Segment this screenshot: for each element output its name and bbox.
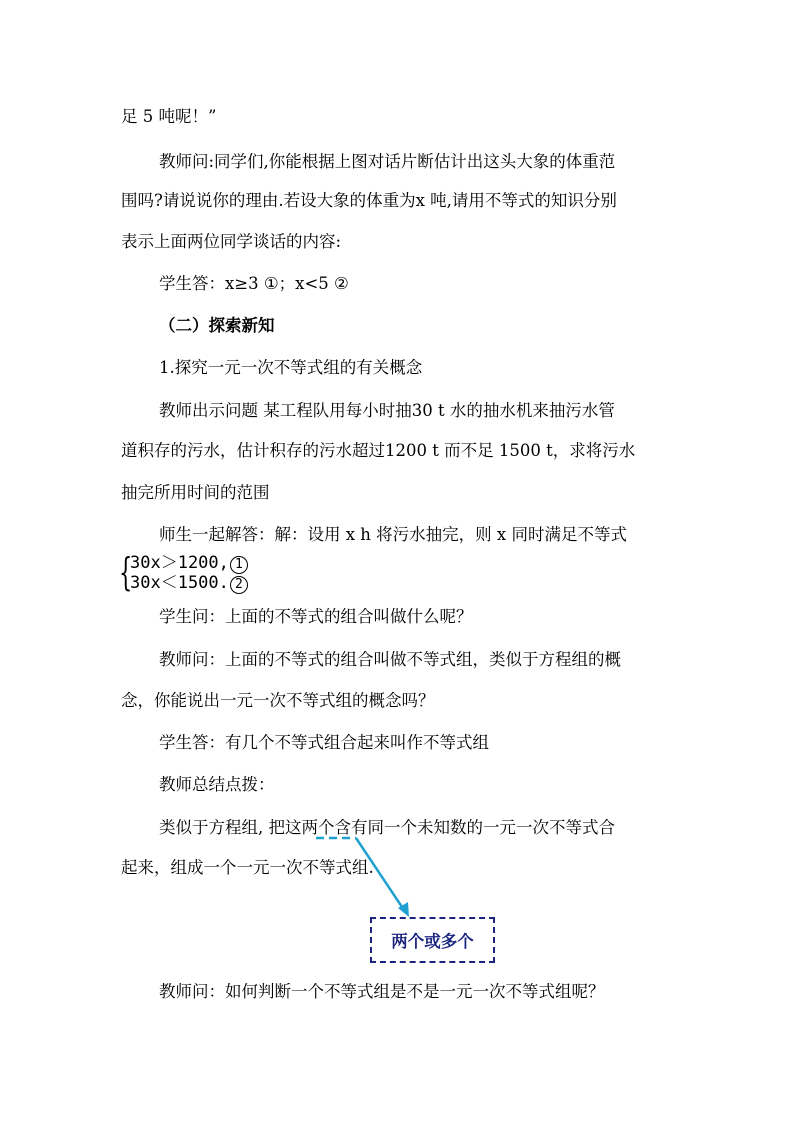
text-line: 起来，组成一个一元一次不等式组.	[121, 858, 374, 877]
arrow-line	[356, 838, 404, 910]
text-line: 师生一起解答：解：设用 x h 将污水抽完，则 x 同时满足不等式	[159, 525, 627, 544]
text-line: 足 5 吨呢！”	[121, 107, 217, 126]
inequality-1: 30x＞1200, 1	[130, 553, 248, 574]
text-line: 教师问:同学们,你能根据上图对话片断估计出这头大象的体重范	[159, 152, 616, 171]
callout-box	[370, 917, 495, 963]
text-line: 道积存的污水，估计积存的污水超过1200 t 而不足 1500 t，求将污水	[121, 441, 636, 460]
text-line: 表示上面两位同学谈话的内容:	[121, 232, 342, 251]
section-heading: （二）探索新知	[159, 316, 275, 335]
text-line: 教师出示问题 某工程队用每小时抽30 t 水的抽水机来抽污水管	[159, 401, 615, 420]
text-line: 抽完所用时间的范围	[121, 483, 270, 502]
inequality-2: 30x＜1500. 2	[130, 573, 248, 594]
callout-text: 两个或多个	[391, 932, 474, 951]
text-line: 念，你能说出一元一次不等式组的概念吗？	[121, 691, 435, 710]
subsection-heading: 1.探究一元一次不等式组的有关概念	[159, 358, 423, 377]
text-line: 教师问：上面的不等式的组合叫做不等式组，类似于方程组的概	[159, 650, 621, 669]
circled-number: 1	[230, 556, 248, 574]
text-line: 围吗?请说说你的理由.若设大象的体重为x 吨,请用不等式的知识分别	[121, 191, 617, 210]
text-line: 学生问：上面的不等式的组合叫做什么呢？	[159, 607, 473, 626]
system-brace: {	[119, 550, 133, 594]
text-line: 学生答：有几个不等式组合起来叫作不等式组	[159, 733, 489, 752]
text-line: 类似于方程组, 把这两个含有同一个未知数的一元一次不等式合	[159, 818, 615, 837]
text-line: 学生答：x≥3 ①；x<5 ②	[159, 274, 349, 293]
circled-number: 2	[230, 576, 248, 594]
text-line: 教师问：如何判断一个不等式组是不是一元一次不等式组呢？	[159, 982, 605, 1001]
text-line: 教师总结点拨：	[159, 775, 275, 794]
